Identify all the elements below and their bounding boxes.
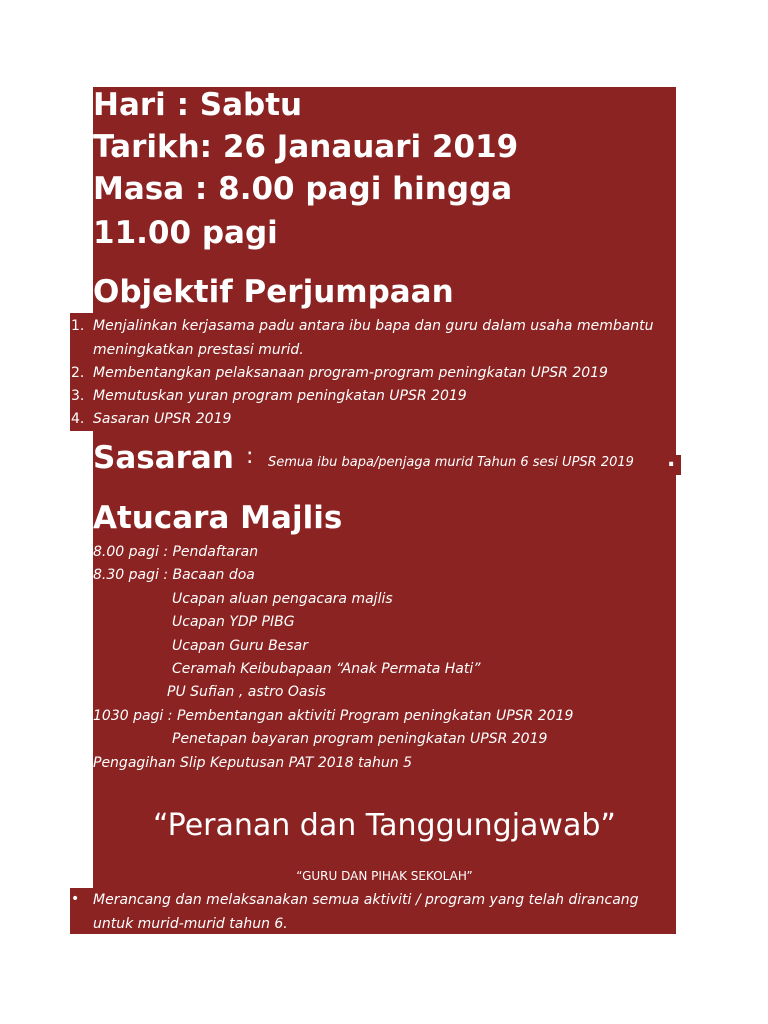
atucara-line: Ucapan aluan pengacara majlis (172, 591, 393, 607)
atucara-line: Pengagihan Slip Keputusan PAT 2018 tahun 5 (93, 755, 412, 771)
objektif-item-4-num: 4. (71, 411, 85, 427)
bullet-icon: • (71, 891, 80, 907)
objektif-item-4-text: Sasaran UPSR 2019 (93, 411, 232, 427)
atucara-line: Penetapan bayaran program peningkatan UPSR 2019 (172, 731, 548, 747)
objektif-item-3-text: Memutuskan yuran program peningkatan UPSR 2019 (93, 388, 467, 404)
objektif-item-2-text: Membentangkan pelaksanaan program-program peningkatan UPSR 2019 (93, 365, 608, 381)
atucara-line: Ceramah Keibubapaan “Anak Permata Hati” (172, 661, 481, 677)
sasaran-text: Semua ibu bapa/penjaga murid Tahun 6 sesi UPSR 2019 (268, 455, 634, 470)
sasaran-period: . (667, 447, 676, 472)
atucara-line: Ucapan YDP PIBG (172, 614, 295, 630)
masa-line-2: 11.00 pagi (93, 215, 278, 251)
objektif-item-1-line2: meningkatkan prestasi murid. (93, 342, 304, 358)
objektif-heading: Objektif Perjumpaan (93, 274, 454, 310)
peranan-item-line1: Merancang dan melaksanakan semua aktiviti / program yang telah dirancang (93, 892, 639, 908)
sasaran-colon: : (246, 444, 254, 469)
hari-line: Hari : Sabtu (93, 87, 303, 123)
peranan-item-line2: untuk murid-murid tahun 6. (93, 916, 288, 932)
atucara-line: PU Sufian , astro Oasis (167, 684, 326, 700)
peranan-subheading: “GURU DAN PIHAK SEKOLAH” (296, 869, 473, 883)
atucara-line: 1030 pagi : Pembentangan aktiviti Program peningkatan UPSR 2019 (93, 708, 574, 724)
atucara-line: 8.00 pagi : Pendaftaran (93, 544, 259, 560)
atucara-heading: Atucara Majlis (93, 500, 343, 536)
atucara-line: 8.30 pagi : Bacaan doa (93, 567, 255, 583)
objektif-item-1-num: 1. (71, 318, 85, 334)
objektif-item-2-num: 2. (71, 365, 85, 381)
masa-line-1: Masa : 8.00 pagi hingga (93, 171, 513, 207)
panel-tab-right (676, 455, 681, 475)
objektif-item-3-num: 3. (71, 388, 85, 404)
atucara-line: Ucapan Guru Besar (172, 638, 308, 654)
sasaran-heading: Sasaran (93, 440, 234, 476)
peranan-heading: “Peranan dan Tanggungjawab” (153, 808, 616, 843)
tarikh-line: Tarikh: 26 Janauari 2019 (93, 129, 519, 165)
objektif-item-1-line1: Menjalinkan kerjasama padu antara ibu bapa dan guru dalam usaha membantu (93, 318, 654, 334)
